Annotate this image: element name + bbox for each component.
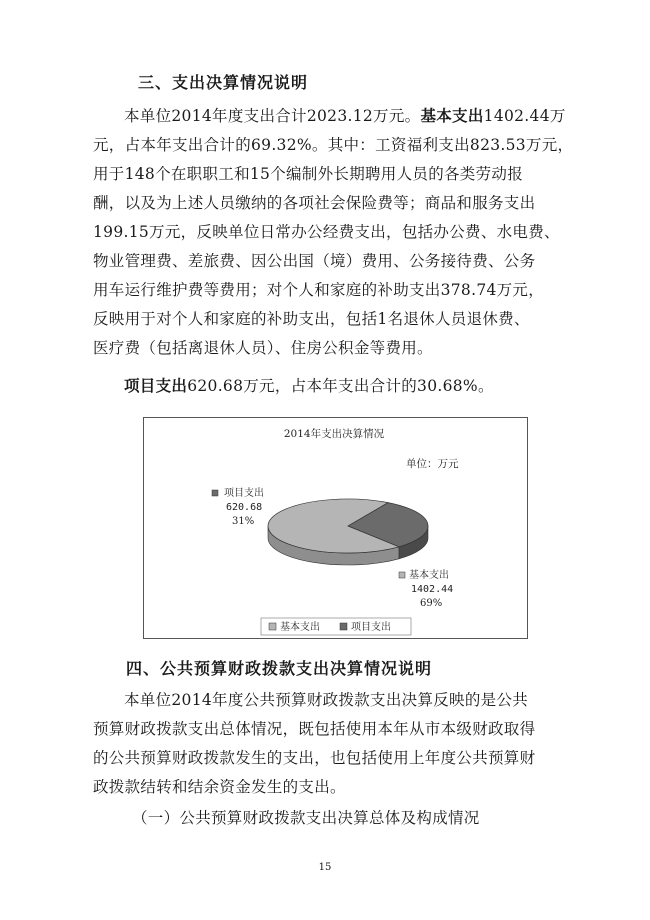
data-label-swatch <box>212 490 218 496</box>
legend-swatch-project <box>340 623 347 630</box>
data-label-value: 1402.44 <box>411 584 454 595</box>
paragraph-line: 元，占本年支出合计的69.32%。其中：工资福利支出823.53万元， <box>93 136 574 154</box>
paragraph-line: 的公共预算财政拨款发生的支出，也包括使用上年度公共预算财 <box>93 749 536 767</box>
section-4-heading: 四、公共预算财政拨款支出决算情况说明 <box>126 659 433 678</box>
data-label-value: 620.68 <box>226 502 263 513</box>
text-run: 620.68万元，占本年支出合计的30.68%。 <box>187 377 494 395</box>
paragraph-line: 用于148个在职职工和15个编制外长期聘用人员的各类劳动报 <box>93 165 524 183</box>
paragraph-line: 医疗费（包括离退休人员）、住房公积金等费用。 <box>93 339 433 357</box>
data-label-swatch <box>399 572 405 578</box>
chart-unit-label: 单位：万元 <box>406 458 459 470</box>
legend-item-project: 项目支出 <box>351 622 391 633</box>
subsection-heading: （一）公共预算财政拨款支出决算总体及构成情况 <box>132 809 480 827</box>
paragraph-line: 用车运行维护费等费用；对个人和家庭的补助支出378.74万元， <box>93 281 545 299</box>
data-label-project <box>212 486 264 527</box>
paragraph-line <box>124 104 566 126</box>
pie-slices <box>268 499 428 565</box>
chart-title: 2014年支出决算情况 <box>283 428 385 440</box>
data-label-basic <box>399 568 453 609</box>
paragraph-line: 酬，以及为上述人员缴纳的各项社会保险费等；商品和服务支出 <box>93 194 536 212</box>
paragraph-line <box>124 374 494 396</box>
paragraph-line: 政拨款结转和结余资金发生的支出。 <box>93 778 346 796</box>
paragraph-line: 反映用于对个人和家庭的补助支出，包括1名退休人员退休费、 <box>93 310 530 328</box>
page-number: 15 <box>318 862 332 873</box>
section-3-heading: 三、支出决算情况说明 <box>138 73 309 92</box>
bold-text-run: 项目支出 <box>124 376 188 395</box>
paragraph-line: 199.15万元，反映单位日常办公经费支出，包括办公费、水电费、 <box>93 223 560 241</box>
paragraph-line: 物业管理费、差旅费、因公出国（境）费用、公务接待费、公务 <box>93 252 536 270</box>
data-label-percent: 69% <box>420 598 443 609</box>
chart-legend <box>261 618 411 635</box>
paragraph-line: 本单位2014年度公共预算财政拨款支出决算反映的是公共 <box>124 691 529 709</box>
data-label-category: 基本支出 <box>409 570 449 581</box>
pie-chart <box>143 417 528 639</box>
data-label-category: 项目支出 <box>224 488 264 499</box>
data-label-percent: 31% <box>232 516 255 527</box>
pie-chart-canvas <box>144 418 529 640</box>
legend-item-basic: 基本支出 <box>280 622 320 633</box>
text-run: 1402.44万 <box>483 107 566 125</box>
text-run: 本单位2014年度支出合计2023.12万元。 <box>124 107 421 125</box>
paragraph-line: 预算财政拨款支出总体情况，既包括使用本年从市本级财政取得 <box>93 720 536 738</box>
legend-swatch-basic <box>269 623 276 630</box>
bold-text-run: 基本支出 <box>420 106 484 125</box>
